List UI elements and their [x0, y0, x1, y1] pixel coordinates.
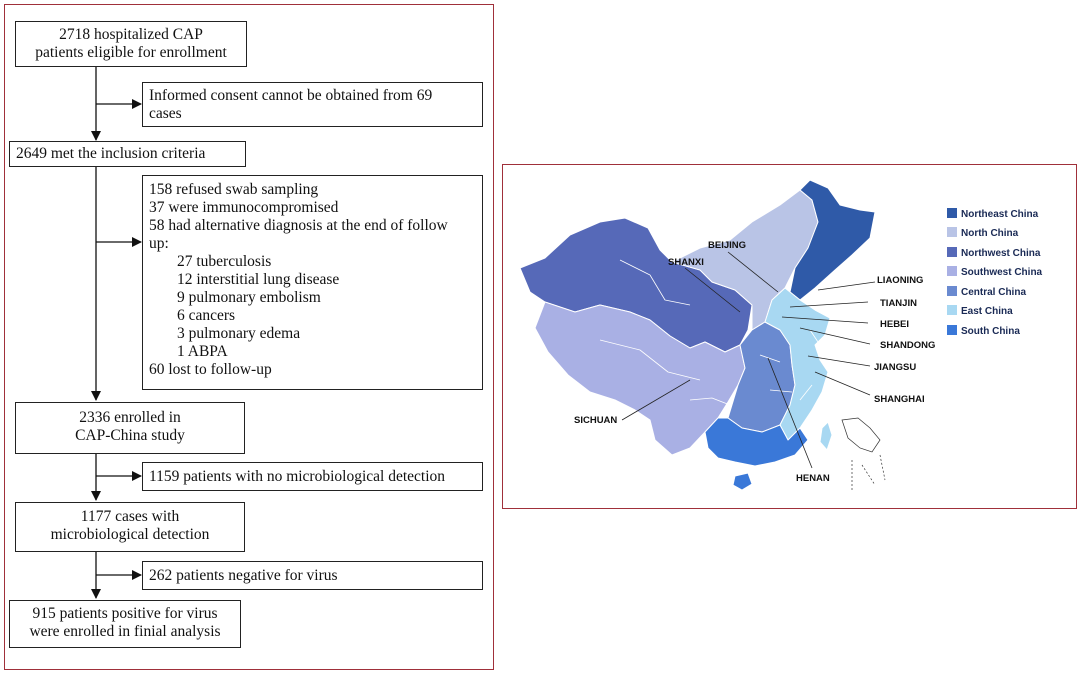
label-beijing: BEIJING	[708, 240, 747, 251]
exclusion-reason-line: 60 lost to follow-up	[149, 361, 272, 378]
legend-east	[947, 305, 1013, 317]
label-shanghai: SHANGHAI	[874, 394, 925, 405]
box-final-line2: were enrolled in finial analysis	[29, 623, 221, 640]
label-jiangsu: JIANGSU	[874, 362, 917, 373]
legend-central	[947, 286, 1026, 298]
legend-label: Northeast China	[961, 209, 1039, 220]
box-final-line1: 915 patients positive for virus	[32, 605, 218, 622]
alt-diagnosis-item: 3 pulmonary edema	[177, 325, 301, 342]
alt-diagnosis-item: 6 cancers	[177, 307, 236, 324]
box-enrolled-line2: CAP-China study	[75, 427, 185, 444]
legend-label: North China	[961, 228, 1019, 239]
legend-label: Central China	[961, 287, 1027, 298]
exclusion-consent-line1: Informed consent cannot be obtained from 69	[149, 87, 433, 104]
exclusion-reason-line: up:	[149, 235, 169, 252]
box-detection-line1: 1177 cases with	[80, 508, 180, 525]
legend-label: East China	[961, 306, 1013, 317]
exclusion-reason-line: 37 were immunocompromised	[149, 199, 339, 216]
legend-swatch	[947, 227, 957, 237]
label-hebei: HEBEI	[880, 319, 910, 330]
legend-swatch	[947, 266, 957, 276]
legend-north	[947, 227, 1018, 239]
box-eligible-line2: patients eligible for enrollment	[35, 44, 227, 61]
alt-diagnosis-item: 1 ABPA	[177, 343, 228, 360]
exclusion-consent-line2: cases	[149, 105, 182, 122]
exclusion-negative-virus-line: 262 patients negative for virus	[149, 567, 338, 584]
region-taiwan	[820, 422, 832, 450]
label-henan: HENAN	[796, 473, 830, 484]
legend-swatch	[947, 286, 957, 296]
box-detection-line2: microbiological detection	[50, 526, 210, 543]
label-sichuan: SICHUAN	[574, 415, 618, 426]
legend-swatch	[947, 305, 957, 315]
legend-south	[947, 325, 1020, 337]
legend-northeast	[947, 208, 1038, 220]
exclusion-reason-line: 58 had alternative diagnosis at the end of follow	[149, 217, 448, 234]
legend-swatch	[947, 208, 957, 218]
label-tianjin: TIANJIN	[880, 298, 917, 309]
region-hainan	[733, 473, 752, 490]
alt-diagnosis-item: 9 pulmonary embolism	[177, 289, 321, 306]
label-liaoning: LIAONING	[877, 275, 924, 286]
alt-diagnosis-item: 27 tuberculosis	[177, 253, 272, 270]
legend-label: Northwest China	[961, 248, 1041, 259]
box-eligible-line1: 2718 hospitalized CAP	[59, 26, 203, 43]
south-china-sea-inset	[842, 418, 885, 490]
box-enrolled-line1: 2336 enrolled in	[79, 409, 181, 426]
legend-label: Southwest China	[961, 267, 1043, 278]
label-shanxi: SHANXI	[668, 257, 704, 268]
legend-label: South China	[961, 326, 1020, 337]
legend-swatch	[947, 325, 957, 335]
legend-swatch	[947, 247, 957, 257]
legend-northwest	[947, 247, 1040, 259]
legend-southwest	[947, 266, 1042, 278]
label-shandong: SHANDONG	[880, 340, 936, 351]
box-inclusion-line1: 2649 met the inclusion criteria	[16, 145, 206, 162]
alt-diagnosis-item: 12 interstitial lung disease	[177, 271, 340, 288]
exclusion-reason-line: 158 refused swab sampling	[149, 181, 319, 198]
exclusion-no-detection-line: 1159 patients with no microbiological detection	[149, 468, 446, 485]
